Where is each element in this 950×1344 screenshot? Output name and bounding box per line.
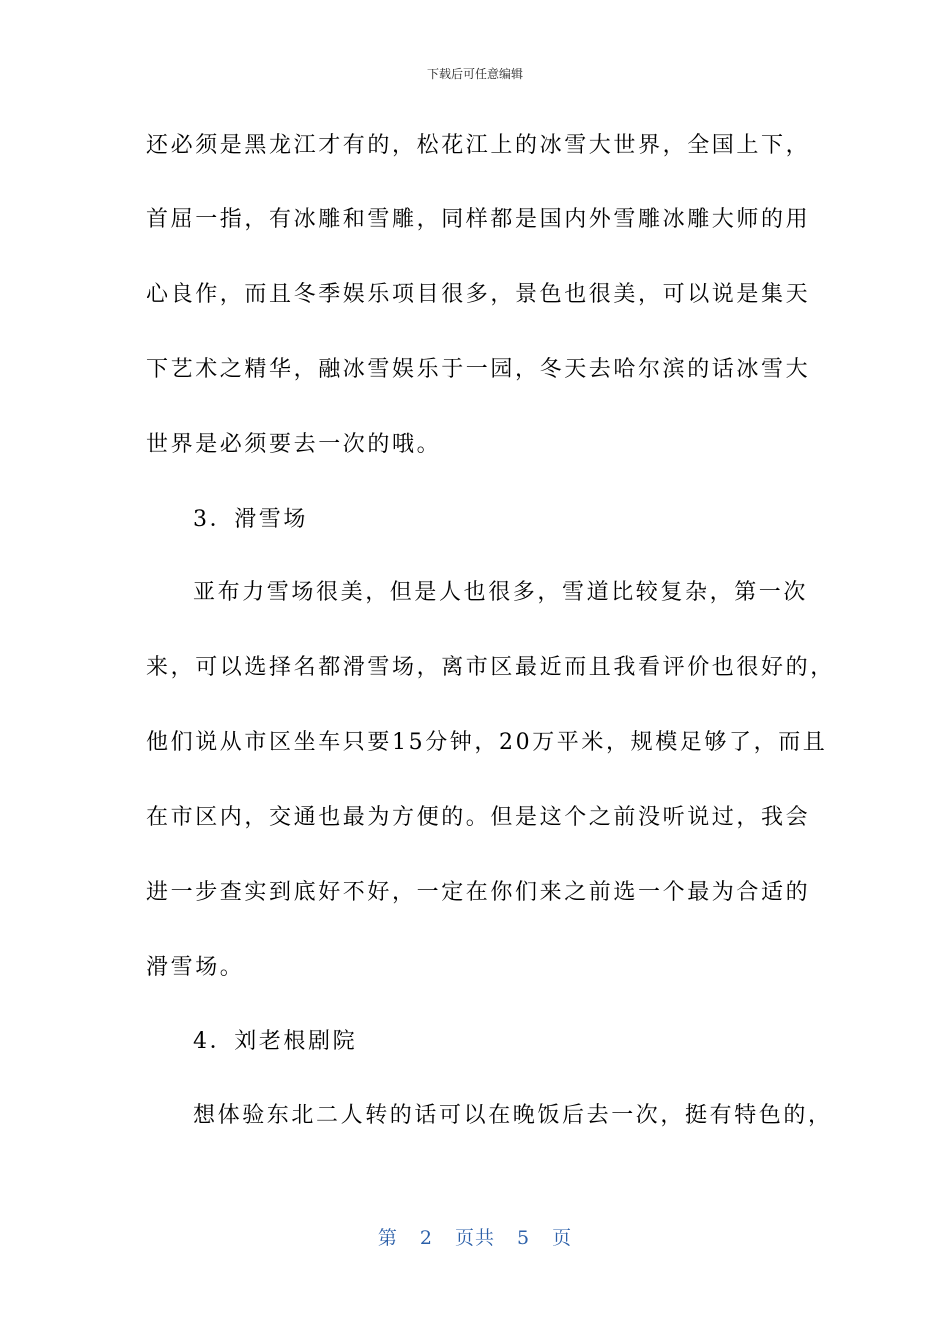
page-label-mid: 页共 <box>454 1227 495 1249</box>
body-line: 滑雪场。 <box>146 955 245 980</box>
body-line: 进一步查实到底好不好，一定在你们来之前选一个最为合适的 <box>146 880 811 905</box>
page-label-prefix: 第 <box>377 1227 398 1249</box>
section-heading: 4．刘老根剧院 <box>193 1029 358 1054</box>
body-line: 亚布力雪场很美，但是人也很多，雪道比较复杂，第一次 <box>193 580 809 605</box>
page-total-number: 5 <box>517 1227 531 1249</box>
body-line: 他们说从市区坐车只要15分钟，20万平米，规模足够了，而且 <box>146 730 828 755</box>
body-line: 还必须是黑龙江才有的，松花江上的冰雪大世界，全国上下， <box>146 133 811 158</box>
section-heading: 3．滑雪场 <box>193 507 308 532</box>
page-current-number: 2 <box>419 1227 433 1249</box>
page-header-note: 下载后可任意编辑 <box>426 67 523 81</box>
body-line: 在市区内，交通也最为方便的。但是这个之前没听说过，我会 <box>146 805 811 830</box>
body-line: 下艺术之精华，融冰雪娱乐于一园，冬天去哈尔滨的话冰雪大 <box>146 357 811 382</box>
body-line: 想体验东北二人转的话可以在晚饭后去一次，挺有特色的， <box>193 1103 833 1128</box>
page-footer <box>0 1226 950 1250</box>
body-line: 来，可以选择名都滑雪场，离市区最近而且我看评价也很好的， <box>146 655 835 680</box>
body-line: 心良作，而且冬季娱乐项目很多，景色也很美，可以说是集天 <box>146 282 811 307</box>
page-label-suffix: 页 <box>552 1227 573 1249</box>
body-line: 世界是必须要去一次的哦。 <box>146 432 442 457</box>
body-line: 首屈一指，有冰雕和雪雕，同样都是国内外雪雕冰雕大师的用 <box>146 207 811 232</box>
